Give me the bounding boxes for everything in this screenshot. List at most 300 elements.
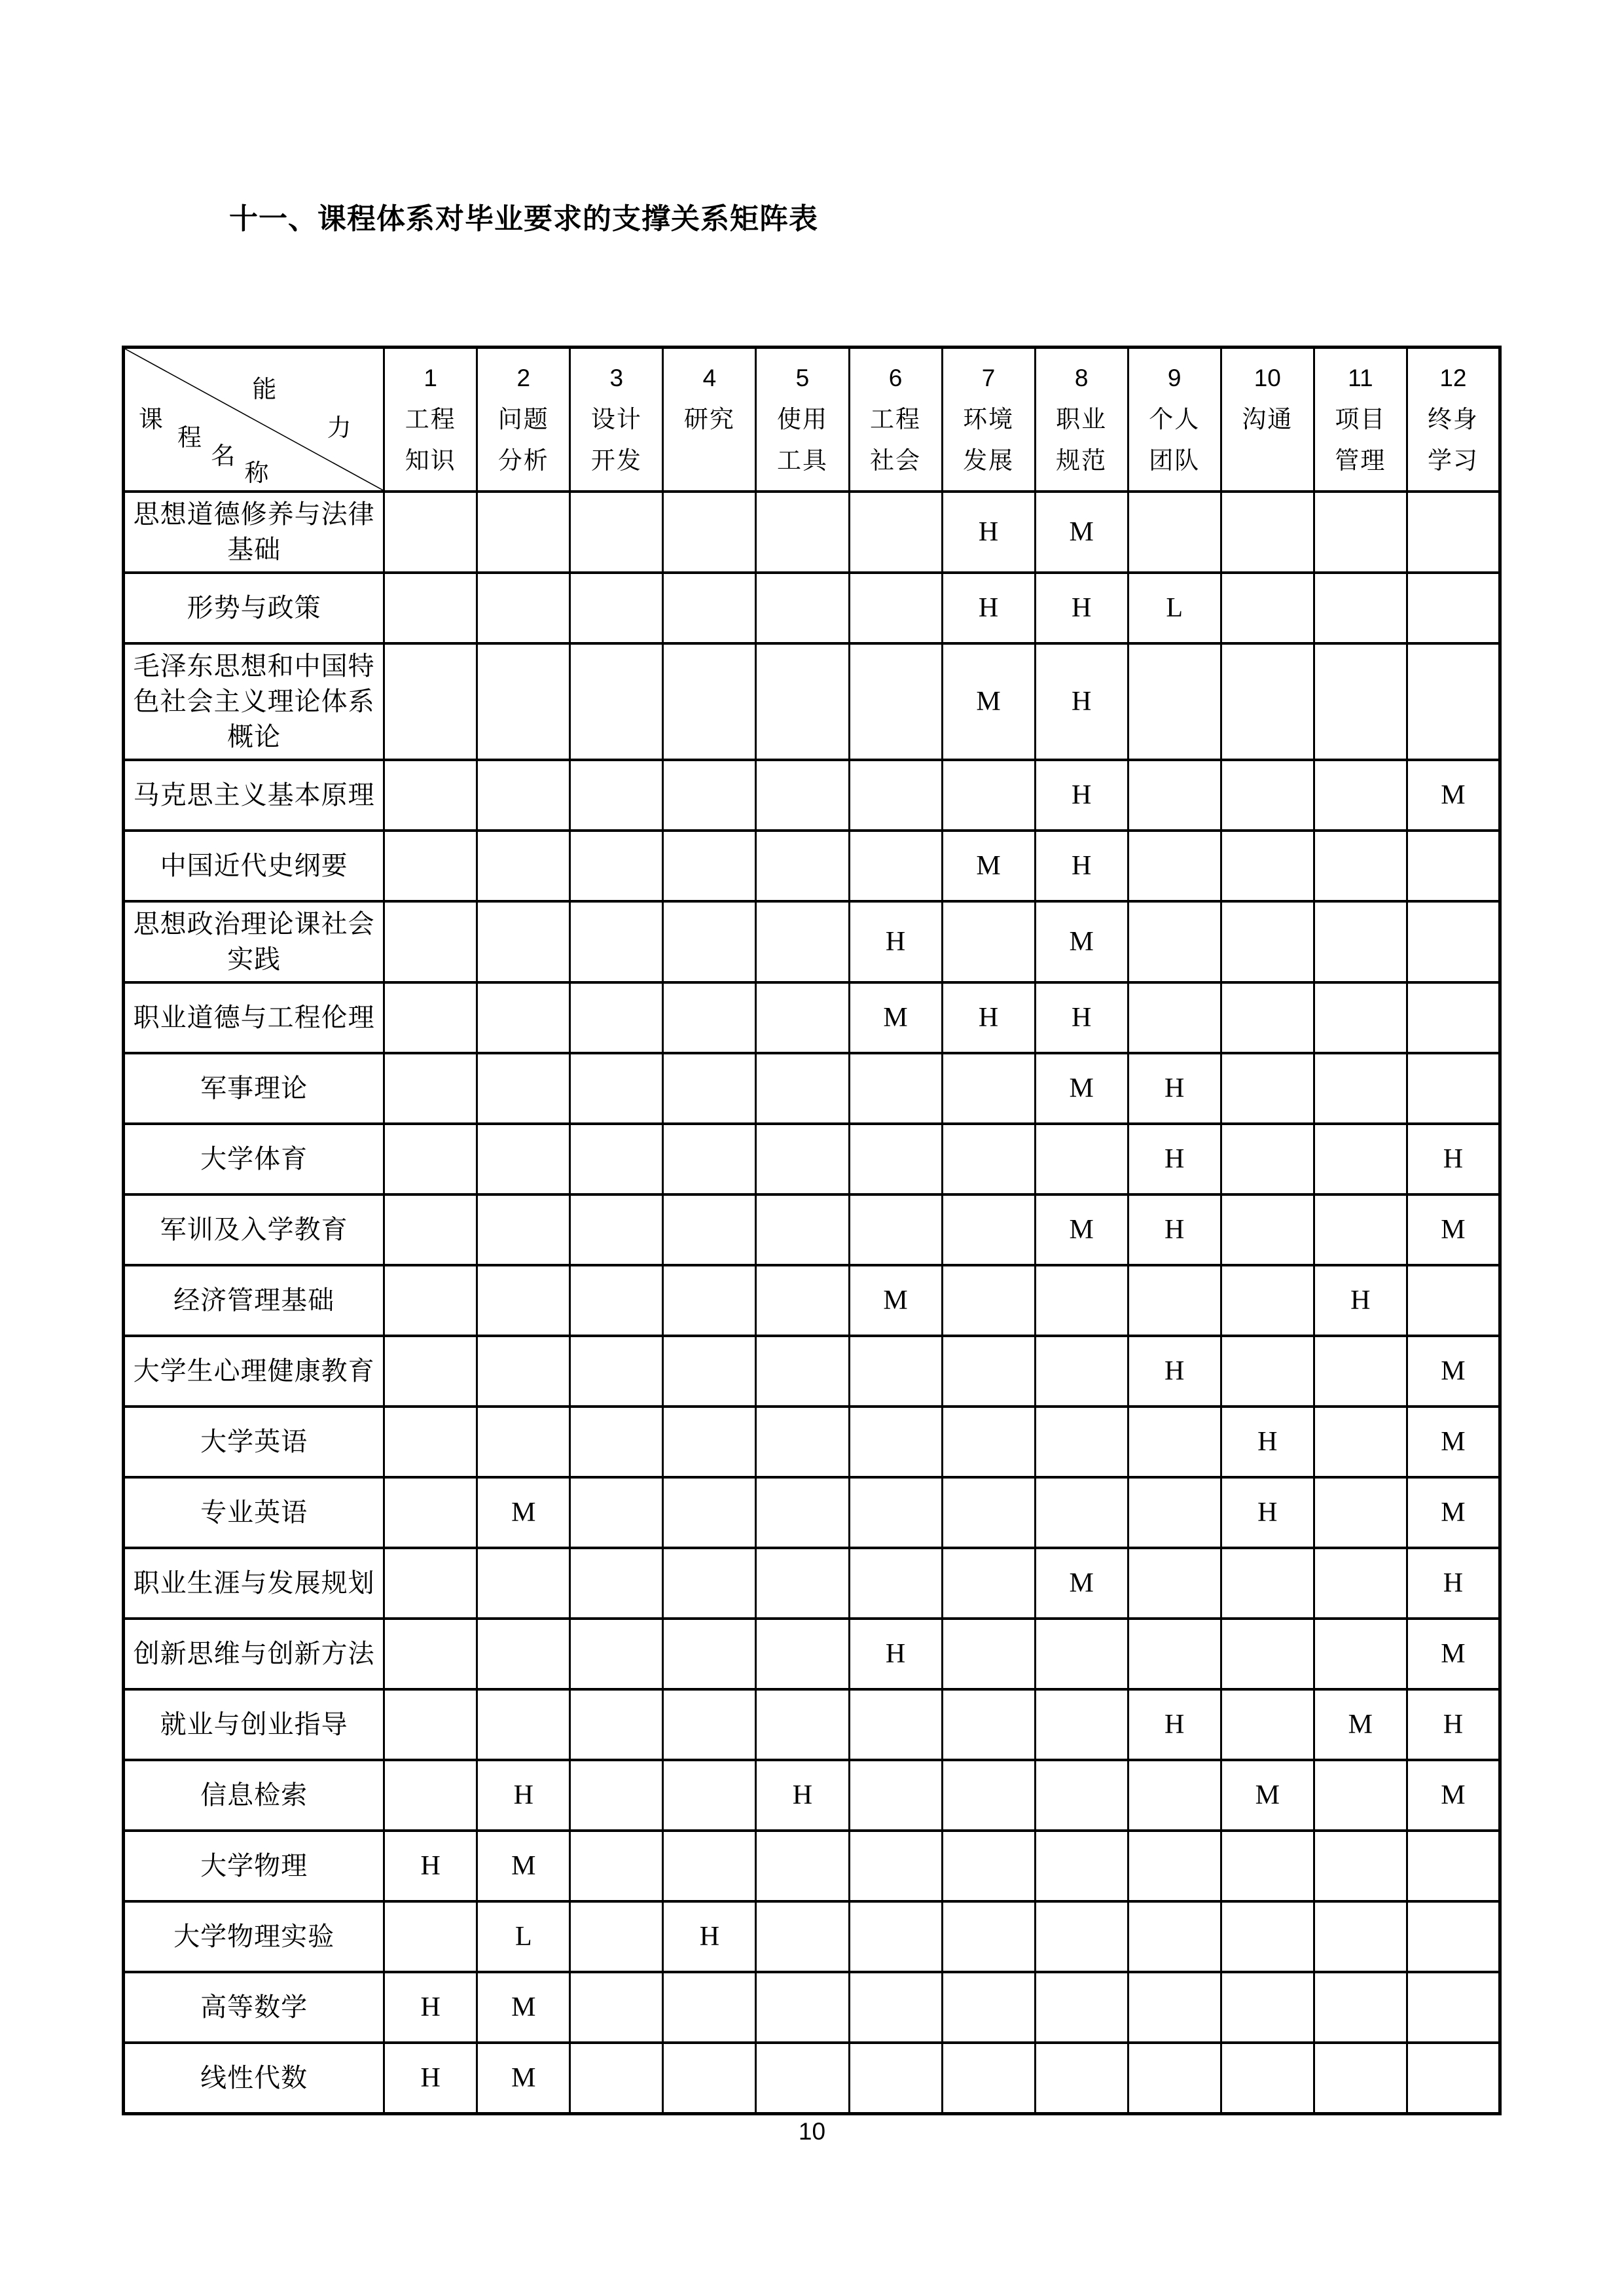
corner-course-char: 课: [138, 406, 163, 433]
ability-column-header: [756, 348, 849, 492]
ability-label-line: 个人: [1149, 406, 1200, 433]
matrix-cell: [942, 1477, 1035, 1548]
table-row: [124, 1477, 1500, 1548]
table-row: [124, 1548, 1500, 1619]
matrix-cell: [477, 901, 570, 982]
ability-label-line: 管理: [1335, 447, 1386, 475]
table-row: [124, 1689, 1500, 1760]
course-name-cell: 信息检索: [124, 1760, 384, 1831]
matrix-cell: H: [384, 1972, 477, 2043]
matrix-cell: [1221, 1053, 1314, 1124]
matrix-cell: [384, 1901, 477, 1972]
matrix-cell: [1407, 492, 1500, 573]
matrix-cell: [756, 2043, 849, 2113]
matrix-cell: H: [1221, 1477, 1314, 1548]
matrix-cell: [384, 1265, 477, 1336]
matrix-cell: H: [663, 1901, 756, 1972]
matrix-cell: [942, 1689, 1035, 1760]
matrix-cell: [1221, 643, 1314, 760]
table-row: [124, 1053, 1500, 1124]
course-name-cell: 军事理论: [124, 1053, 384, 1124]
matrix-cell: [663, 982, 756, 1053]
ability-column-header: [1128, 348, 1221, 492]
table-row: [124, 573, 1500, 643]
matrix-cell: [663, 643, 756, 760]
matrix-cell: [756, 1477, 849, 1548]
matrix-cell: [942, 1901, 1035, 1972]
ability-label-line: 沟通: [1242, 406, 1293, 433]
course-name-cell: 职业生涯与发展规划: [124, 1548, 384, 1619]
matrix-cell: [663, 1194, 756, 1265]
matrix-cell: M: [849, 1265, 942, 1336]
matrix-cell: H: [1128, 1053, 1221, 1124]
matrix-cell: [849, 573, 942, 643]
matrix-cell: L: [1128, 573, 1221, 643]
matrix-cell: [570, 831, 663, 901]
matrix-cell: [477, 1407, 570, 1477]
corner-cell: [124, 348, 384, 492]
matrix-cell: M: [1407, 1619, 1500, 1689]
matrix-cell: M: [1035, 492, 1128, 573]
matrix-cell: [942, 1194, 1035, 1265]
matrix-cell: M: [1314, 1689, 1407, 1760]
matrix-cell: [1221, 573, 1314, 643]
matrix-cell: [942, 1619, 1035, 1689]
matrix-cell: [477, 1548, 570, 1619]
page-title: 十一、课程体系对毕业要求的支撑关系矩阵表: [229, 203, 818, 235]
matrix-cell: [663, 1124, 756, 1194]
matrix-cell: [1407, 831, 1500, 901]
ability-number: 1: [424, 365, 437, 392]
matrix-cell: [477, 1194, 570, 1265]
matrix-cell: [570, 573, 663, 643]
matrix-cell: [1035, 1336, 1128, 1407]
ability-column-header: [570, 348, 663, 492]
matrix-cell: [663, 573, 756, 643]
ability-column-header: [942, 348, 1035, 492]
matrix-cell: M: [942, 643, 1035, 760]
ability-label-line: 职业: [1056, 406, 1108, 433]
matrix-cell: [477, 1053, 570, 1124]
matrix-cell: [849, 1124, 942, 1194]
matrix-cell: [570, 1548, 663, 1619]
matrix-cell: [1314, 1831, 1407, 1901]
matrix-cell: [663, 1053, 756, 1124]
matrix-cell: [1314, 901, 1407, 982]
matrix-cell: M: [1407, 1407, 1500, 1477]
matrix-cell: [756, 1053, 849, 1124]
matrix-cell: H: [1035, 831, 1128, 901]
matrix-cell: [942, 1972, 1035, 2043]
ability-header-lines: [478, 349, 569, 490]
matrix-cell: [384, 492, 477, 573]
matrix-cell: M: [1407, 1336, 1500, 1407]
matrix-cell: [756, 573, 849, 643]
matrix-cell: M: [1407, 1477, 1500, 1548]
matrix-cell: [756, 982, 849, 1053]
matrix-cell: [663, 901, 756, 982]
matrix-cell: [663, 2043, 756, 2113]
matrix-cell: H: [1221, 1407, 1314, 1477]
course-name-cell: 职业道德与工程伦理: [124, 982, 384, 1053]
course-name-cell: 形势与政策: [124, 573, 384, 643]
matrix-cell: [756, 1548, 849, 1619]
ability-number: 10: [1254, 365, 1281, 392]
matrix-cell: [663, 1265, 756, 1336]
ability-header-lines: [1315, 349, 1406, 490]
matrix-cell: [1314, 573, 1407, 643]
ability-label-line: 知识: [405, 447, 456, 475]
ability-number: 4: [702, 365, 717, 392]
matrix-cell: [477, 492, 570, 573]
course-name-cell: 线性代数: [124, 2043, 384, 2113]
matrix-cell: H: [1035, 982, 1128, 1053]
matrix-cell: [570, 1619, 663, 1689]
matrix-cell: M: [1407, 1194, 1500, 1265]
matrix-cell: [1221, 982, 1314, 1053]
matrix-cell: [1314, 1548, 1407, 1619]
matrix-cell: H: [849, 901, 942, 982]
matrix-cell: [477, 1619, 570, 1689]
matrix-cell: [942, 760, 1035, 831]
matrix-cell: [477, 1689, 570, 1760]
matrix-cell: [477, 1336, 570, 1407]
ability-label-line: 问题: [497, 406, 549, 433]
matrix-cell: [477, 760, 570, 831]
ability-label-line: 发展: [963, 447, 1015, 475]
matrix-cell: [1035, 1124, 1128, 1194]
matrix-cell: [1035, 1265, 1128, 1336]
matrix-cell: [1314, 831, 1407, 901]
course-name-cell: 中国近代史纲要: [124, 831, 384, 901]
matrix-cell: [570, 1265, 663, 1336]
course-name-cell: 高等数学: [124, 1972, 384, 2043]
matrix-cell: [570, 2043, 663, 2113]
ability-number: 6: [888, 365, 903, 392]
ability-column-header: [1035, 348, 1128, 492]
matrix-cell: [570, 643, 663, 760]
matrix-cell: M: [1221, 1760, 1314, 1831]
matrix-cell: [1128, 1901, 1221, 1972]
matrix-cell: [1407, 573, 1500, 643]
matrix-cell: [1407, 1053, 1500, 1124]
matrix-cell: [570, 1689, 663, 1760]
matrix-cell: H: [384, 1831, 477, 1901]
matrix-cell: [663, 1689, 756, 1760]
matrix-cell: H: [1035, 573, 1128, 643]
matrix-cell: [1035, 1619, 1128, 1689]
table-row: [124, 1972, 1500, 2043]
matrix-table: [122, 346, 1502, 2115]
matrix-cell: H: [1035, 643, 1128, 760]
matrix-cell: [1314, 492, 1407, 573]
course-name-cell: 经济管理基础: [124, 1265, 384, 1336]
matrix-cell: [1314, 1336, 1407, 1407]
ability-column-header: [849, 348, 942, 492]
matrix-cell: [1221, 1972, 1314, 2043]
matrix-cell: [1314, 1619, 1407, 1689]
matrix-cell: M: [477, 1477, 570, 1548]
matrix-cell: [384, 573, 477, 643]
matrix-cell: [477, 643, 570, 760]
ability-label-line: 设计: [590, 406, 642, 433]
matrix-body: [124, 492, 1500, 2113]
matrix-cell: H: [942, 982, 1035, 1053]
matrix-cell: M: [477, 1831, 570, 1901]
matrix-cell: [663, 1972, 756, 2043]
matrix-cell: [942, 1760, 1035, 1831]
matrix-cell: [663, 1407, 756, 1477]
matrix-cell: [1407, 1831, 1500, 1901]
course-name-cell: 大学生心理健康教育: [124, 1336, 384, 1407]
ability-label-line: 社会: [870, 447, 922, 475]
course-name-cell: 大学体育: [124, 1124, 384, 1194]
ability-header-lines: [385, 349, 476, 490]
course-name-cell: 毛泽东思想和中国特色社会主义理论体系概论: [124, 643, 384, 760]
matrix-cell: [756, 643, 849, 760]
course-name-cell: 思想政治理论课社会实践: [124, 901, 384, 982]
matrix-cell: [849, 1477, 942, 1548]
course-name-cell: 大学物理实验: [124, 1901, 384, 1972]
matrix-cell: H: [756, 1760, 849, 1831]
table-row: [124, 901, 1500, 982]
matrix-cell: M: [1407, 760, 1500, 831]
ability-label-line: 团队: [1149, 447, 1200, 475]
matrix-cell: M: [1407, 1760, 1500, 1831]
matrix-cell: [1035, 1477, 1128, 1548]
matrix-cell: [1314, 643, 1407, 760]
ability-number: 2: [516, 365, 531, 392]
matrix-cell: [942, 1265, 1035, 1336]
matrix-cell: [1128, 1407, 1221, 1477]
matrix-cell: [756, 901, 849, 982]
matrix-cell: [1407, 1901, 1500, 1972]
matrix-cell: [1407, 643, 1500, 760]
matrix-cell: [1314, 1124, 1407, 1194]
table-row: [124, 760, 1500, 831]
course-name-cell: 军训及入学教育: [124, 1194, 384, 1265]
ability-column-header: [1221, 348, 1314, 492]
course-name-cell: 大学英语: [124, 1407, 384, 1477]
matrix-cell: [1035, 1901, 1128, 1972]
matrix-cell: H: [1128, 1689, 1221, 1760]
matrix-cell: [384, 982, 477, 1053]
course-name-cell: 思想道德修养与法律基础: [124, 492, 384, 573]
matrix-cell: [384, 1124, 477, 1194]
ability-label-line: 开发: [590, 447, 642, 475]
matrix-cell: [756, 1689, 849, 1760]
matrix-cell: [1035, 1407, 1128, 1477]
matrix-cell: [1221, 2043, 1314, 2113]
matrix-cell: [384, 1477, 477, 1548]
matrix-cell: [1221, 1831, 1314, 1901]
matrix-cell: [384, 643, 477, 760]
matrix-cell: [1314, 1053, 1407, 1124]
matrix-cell: M: [1035, 1053, 1128, 1124]
matrix-cell: [663, 1477, 756, 1548]
matrix-cell: H: [1035, 760, 1128, 831]
matrix-cell: [1221, 901, 1314, 982]
matrix-cell: [384, 1407, 477, 1477]
matrix-cell: [1035, 1831, 1128, 1901]
matrix-cell: [1035, 2043, 1128, 2113]
ability-label-line: 研究: [683, 406, 735, 433]
matrix-cell: H: [1407, 1548, 1500, 1619]
matrix-cell: H: [942, 573, 1035, 643]
ability-label-line: 终身: [1427, 406, 1479, 433]
matrix-cell: [570, 1831, 663, 1901]
matrix-cell: [1128, 1972, 1221, 2043]
matrix-cell: [1221, 1194, 1314, 1265]
matrix-cell: [477, 1265, 570, 1336]
matrix-cell: [942, 1124, 1035, 1194]
table-row: [124, 1124, 1500, 1194]
matrix-cell: [849, 1831, 942, 1901]
matrix-cell: [477, 831, 570, 901]
matrix-cell: M: [477, 2043, 570, 2113]
ability-header-lines: [571, 349, 662, 490]
matrix-cell: [1128, 1477, 1221, 1548]
matrix-cell: [849, 1689, 942, 1760]
matrix-cell: [756, 1619, 849, 1689]
matrix-cell: [1407, 1265, 1500, 1336]
ability-label-line: 环境: [963, 406, 1015, 433]
matrix-cell: [1221, 760, 1314, 831]
matrix-cell: [1314, 2043, 1407, 2113]
ability-column-header: [384, 348, 477, 492]
matrix-cell: [570, 1053, 663, 1124]
matrix-cell: [849, 1548, 942, 1619]
matrix-cell: [663, 1336, 756, 1407]
matrix-cell: [1128, 492, 1221, 573]
matrix-cell: H: [1128, 1194, 1221, 1265]
table-row: [124, 1760, 1500, 1831]
matrix-cell: H: [1314, 1265, 1407, 1336]
matrix-cell: [1128, 901, 1221, 982]
matrix-cell: [849, 1053, 942, 1124]
matrix-cell: H: [849, 1619, 942, 1689]
matrix-cell: [1128, 1619, 1221, 1689]
corner-course-char: 称: [244, 459, 269, 487]
ability-number: 11: [1348, 365, 1373, 392]
table-row: [124, 2043, 1500, 2113]
matrix-cell: [1128, 1831, 1221, 1901]
matrix-cell: [942, 1407, 1035, 1477]
matrix-cell: [1221, 1336, 1314, 1407]
matrix-cell: [1128, 2043, 1221, 2113]
matrix-cell: [1314, 982, 1407, 1053]
page-number: 10: [798, 2118, 826, 2145]
table-row: [124, 1619, 1500, 1689]
matrix-cell: [756, 1972, 849, 2043]
header-row: [124, 348, 1500, 492]
matrix-cell: [942, 1336, 1035, 1407]
matrix-cell: H: [1128, 1124, 1221, 1194]
matrix-cell: [1221, 492, 1314, 573]
table-row: [124, 492, 1500, 573]
matrix-cell: [663, 1548, 756, 1619]
matrix-cell: [1035, 1760, 1128, 1831]
matrix-cell: [477, 573, 570, 643]
matrix-cell: [756, 831, 849, 901]
matrix-cell: [1221, 1901, 1314, 1972]
table-row: [124, 1901, 1500, 1972]
matrix-cell: [1407, 982, 1500, 1053]
ability-label-line: 工程: [405, 406, 456, 433]
matrix-cell: [942, 1831, 1035, 1901]
corner-ability-char: 力: [327, 414, 352, 442]
matrix-cell: H: [384, 2043, 477, 2113]
table-row: [124, 643, 1500, 760]
matrix-cell: H: [477, 1760, 570, 1831]
matrix-cell: [1035, 1972, 1128, 2043]
matrix-cell: H: [1407, 1124, 1500, 1194]
matrix-cell: [570, 1901, 663, 1972]
ability-header-lines: [1036, 349, 1127, 490]
ability-number: 3: [609, 365, 624, 392]
matrix-cell: [663, 492, 756, 573]
course-name-cell: 专业英语: [124, 1477, 384, 1548]
matrix-cell: [1314, 1972, 1407, 2043]
table-row: [124, 1194, 1500, 1265]
matrix-cell: [849, 2043, 942, 2113]
matrix-cell: [849, 1901, 942, 1972]
ability-number: 7: [981, 365, 996, 392]
matrix-cell: [663, 760, 756, 831]
ability-label-line: 学习: [1427, 447, 1479, 475]
ability-column-header: [477, 348, 570, 492]
matrix-cell: [756, 760, 849, 831]
matrix-cell: H: [942, 492, 1035, 573]
matrix-cell: [384, 1194, 477, 1265]
matrix-cell: [1128, 643, 1221, 760]
matrix-cell: [849, 1336, 942, 1407]
matrix-cell: [1407, 901, 1500, 982]
matrix-cell: [942, 1548, 1035, 1619]
corner-course-char: 名: [211, 442, 236, 470]
matrix-cell: [1314, 1477, 1407, 1548]
matrix-cell: [1314, 760, 1407, 831]
ability-column-header: [1407, 348, 1500, 492]
matrix-cell: [849, 760, 942, 831]
ability-label-line: 项目: [1335, 406, 1386, 433]
ability-label-line: 规范: [1056, 447, 1108, 475]
matrix-cell: [384, 760, 477, 831]
matrix-cell: [663, 1831, 756, 1901]
ability-header-lines: [1222, 349, 1313, 490]
matrix-cell: M: [849, 982, 942, 1053]
ability-label-line: 工程: [870, 406, 922, 433]
matrix-cell: [756, 1124, 849, 1194]
matrix-cell: [570, 1336, 663, 1407]
matrix-cell: [663, 1760, 756, 1831]
ability-number: 9: [1167, 365, 1182, 392]
matrix-cell: [570, 1407, 663, 1477]
matrix-cell: [1035, 1689, 1128, 1760]
matrix-cell: [570, 901, 663, 982]
matrix-cell: [384, 1336, 477, 1407]
ability-header-lines: [850, 349, 941, 490]
matrix-cell: [384, 1760, 477, 1831]
matrix-cell: [756, 1194, 849, 1265]
matrix-cell: [942, 1053, 1035, 1124]
table-row: [124, 831, 1500, 901]
matrix-cell: [663, 1619, 756, 1689]
matrix-cell: [1314, 1407, 1407, 1477]
matrix-cell: [849, 1760, 942, 1831]
matrix-cell: [1128, 1265, 1221, 1336]
matrix-cell: [1221, 1265, 1314, 1336]
